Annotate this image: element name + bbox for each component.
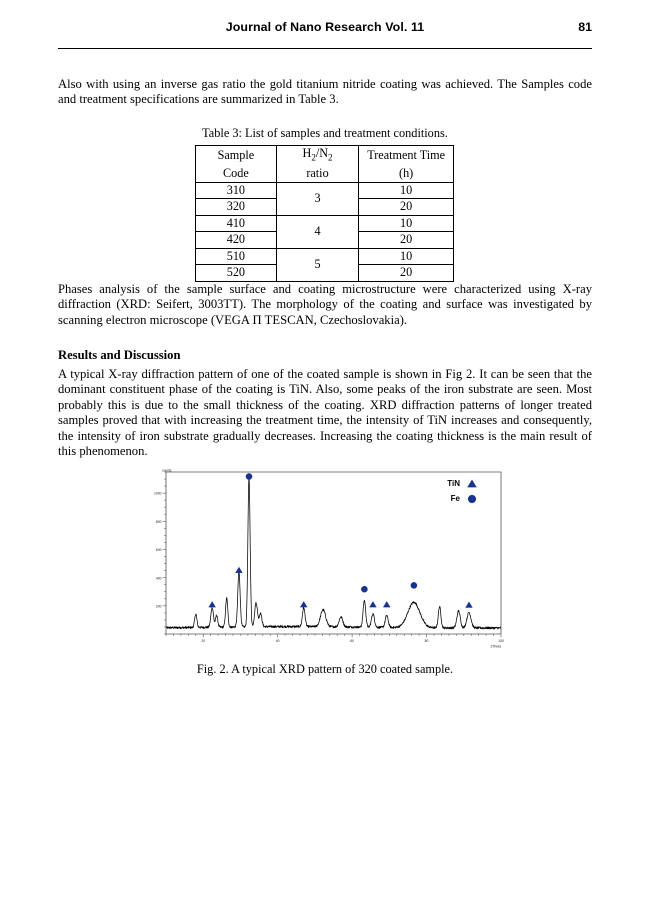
tin-peak-marker — [209, 601, 216, 607]
header-time-line1: Treatment Time — [359, 146, 454, 166]
section-heading-results: Results and Discussion — [58, 348, 181, 362]
y-axis-label: counts — [162, 468, 172, 473]
fe-peak-marker — [246, 473, 252, 479]
table-row — [196, 248, 454, 265]
cell-sample-code: 520 — [196, 265, 277, 282]
cell-sample-code: 410 — [196, 215, 277, 232]
tin-peak-marker — [383, 601, 390, 607]
y-tick-label: 800 — [155, 519, 162, 524]
table-header-row-2 — [196, 166, 454, 183]
xrd-figure — [144, 468, 506, 658]
methods-paragraph: Phases analysis of the sample surface and coating microstructure were characterized using X-ray diffraction (XRD: Seifert, 3003TT). The morphology of the coating and surface was investigated by scanning electron microscope (VEGA Π TESCAN, Czechoslovakia). — [58, 282, 592, 327]
table-header-row-1 — [196, 146, 454, 166]
legend-label-tin: TiN — [447, 479, 460, 489]
legend-triangle-icon — [468, 480, 477, 487]
cell-time: 10 — [359, 182, 454, 199]
figure-caption: Fig. 2. A typical XRD pattern of 320 coated sample. — [196, 662, 454, 676]
legend-label-fe: Fe — [450, 494, 460, 504]
cell-sample-code: 510 — [196, 248, 277, 265]
fe-peak-marker — [411, 582, 417, 588]
results-paragraph: A typical X-ray diffraction pattern of one of the coated sample is shown in Fig 2. It can be seen that the dominant constituent phase of the coating is TiN. Also, some peaks of the iron substrate are seen. Most probably this is due to the small thickness of the coating. XRD diffraction patterns of longer treated samples proved that with increasing the treatment time, the intensity of TiN increases and consequently, the intensity of iron substrate gradually decreases. Increasing the coating thickness is the main result of this phenomenon. — [58, 367, 592, 459]
tin-peak-marker — [236, 567, 243, 573]
x-tick-label: 100 — [498, 639, 504, 643]
header-sample-code-line2: Code — [196, 166, 277, 183]
cell-ratio: 3 — [276, 182, 359, 215]
header-sample-code-line1: Sample — [196, 146, 277, 166]
cell-time: 10 — [359, 215, 454, 232]
header-ratio-formula: $H_2/N_2$ — [302, 146, 333, 163]
y-tick-label: 1000 — [153, 491, 162, 496]
table-row — [196, 182, 454, 199]
x-axis-label: 2Theta — [490, 644, 501, 649]
running-head — [58, 20, 592, 42]
x-tick-label: 20 — [201, 639, 206, 643]
results-paragraph-block — [58, 367, 592, 459]
y-tick-label: 400 — [155, 576, 162, 581]
cell-sample-code: 320 — [196, 199, 277, 216]
cell-time: 20 — [359, 232, 454, 249]
cell-time: 20 — [359, 265, 454, 282]
x-tick-label: 60 — [350, 639, 355, 643]
samples-table-body — [196, 146, 454, 282]
x-tick-label: 80 — [424, 639, 429, 643]
cell-sample-code: 310 — [196, 182, 277, 199]
methods-paragraph-block — [58, 282, 592, 328]
header-time-line2: (h) — [359, 166, 454, 183]
intro-paragraph-block — [58, 77, 592, 108]
cell-time: 20 — [359, 199, 454, 216]
fe-peak-marker — [361, 586, 367, 592]
table-caption: Table 3: List of samples and treatment conditions. — [202, 126, 448, 140]
xrd-chart-svg — [144, 468, 506, 658]
y-tick-label: 600 — [155, 548, 162, 553]
table-row — [196, 215, 454, 232]
header-rule — [58, 48, 592, 49]
legend-circle-icon — [468, 495, 476, 503]
tin-peak-marker — [300, 601, 307, 607]
journal-title: Journal of Nano Research Vol. 11 — [225, 20, 425, 34]
cell-ratio: 5 — [276, 248, 359, 281]
cell-sample-code: 420 — [196, 232, 277, 249]
y-tick-label: 200 — [155, 604, 162, 609]
header-ratio-line2: ratio — [276, 166, 359, 183]
header-ratio-line1 — [276, 146, 359, 166]
x-tick-label: 40 — [275, 639, 280, 643]
cell-time: 10 — [359, 248, 454, 265]
tin-peak-marker — [466, 602, 473, 608]
samples-table — [195, 145, 454, 282]
page-number: 81 — [578, 20, 592, 34]
tin-peak-marker — [370, 601, 377, 607]
intro-paragraph: Also with using an inverse gas ratio the gold titanium nitride coating was achieved. The Samples code and treatment specifications are summarized in Table 3. — [58, 77, 592, 107]
cell-ratio: 4 — [276, 215, 359, 248]
